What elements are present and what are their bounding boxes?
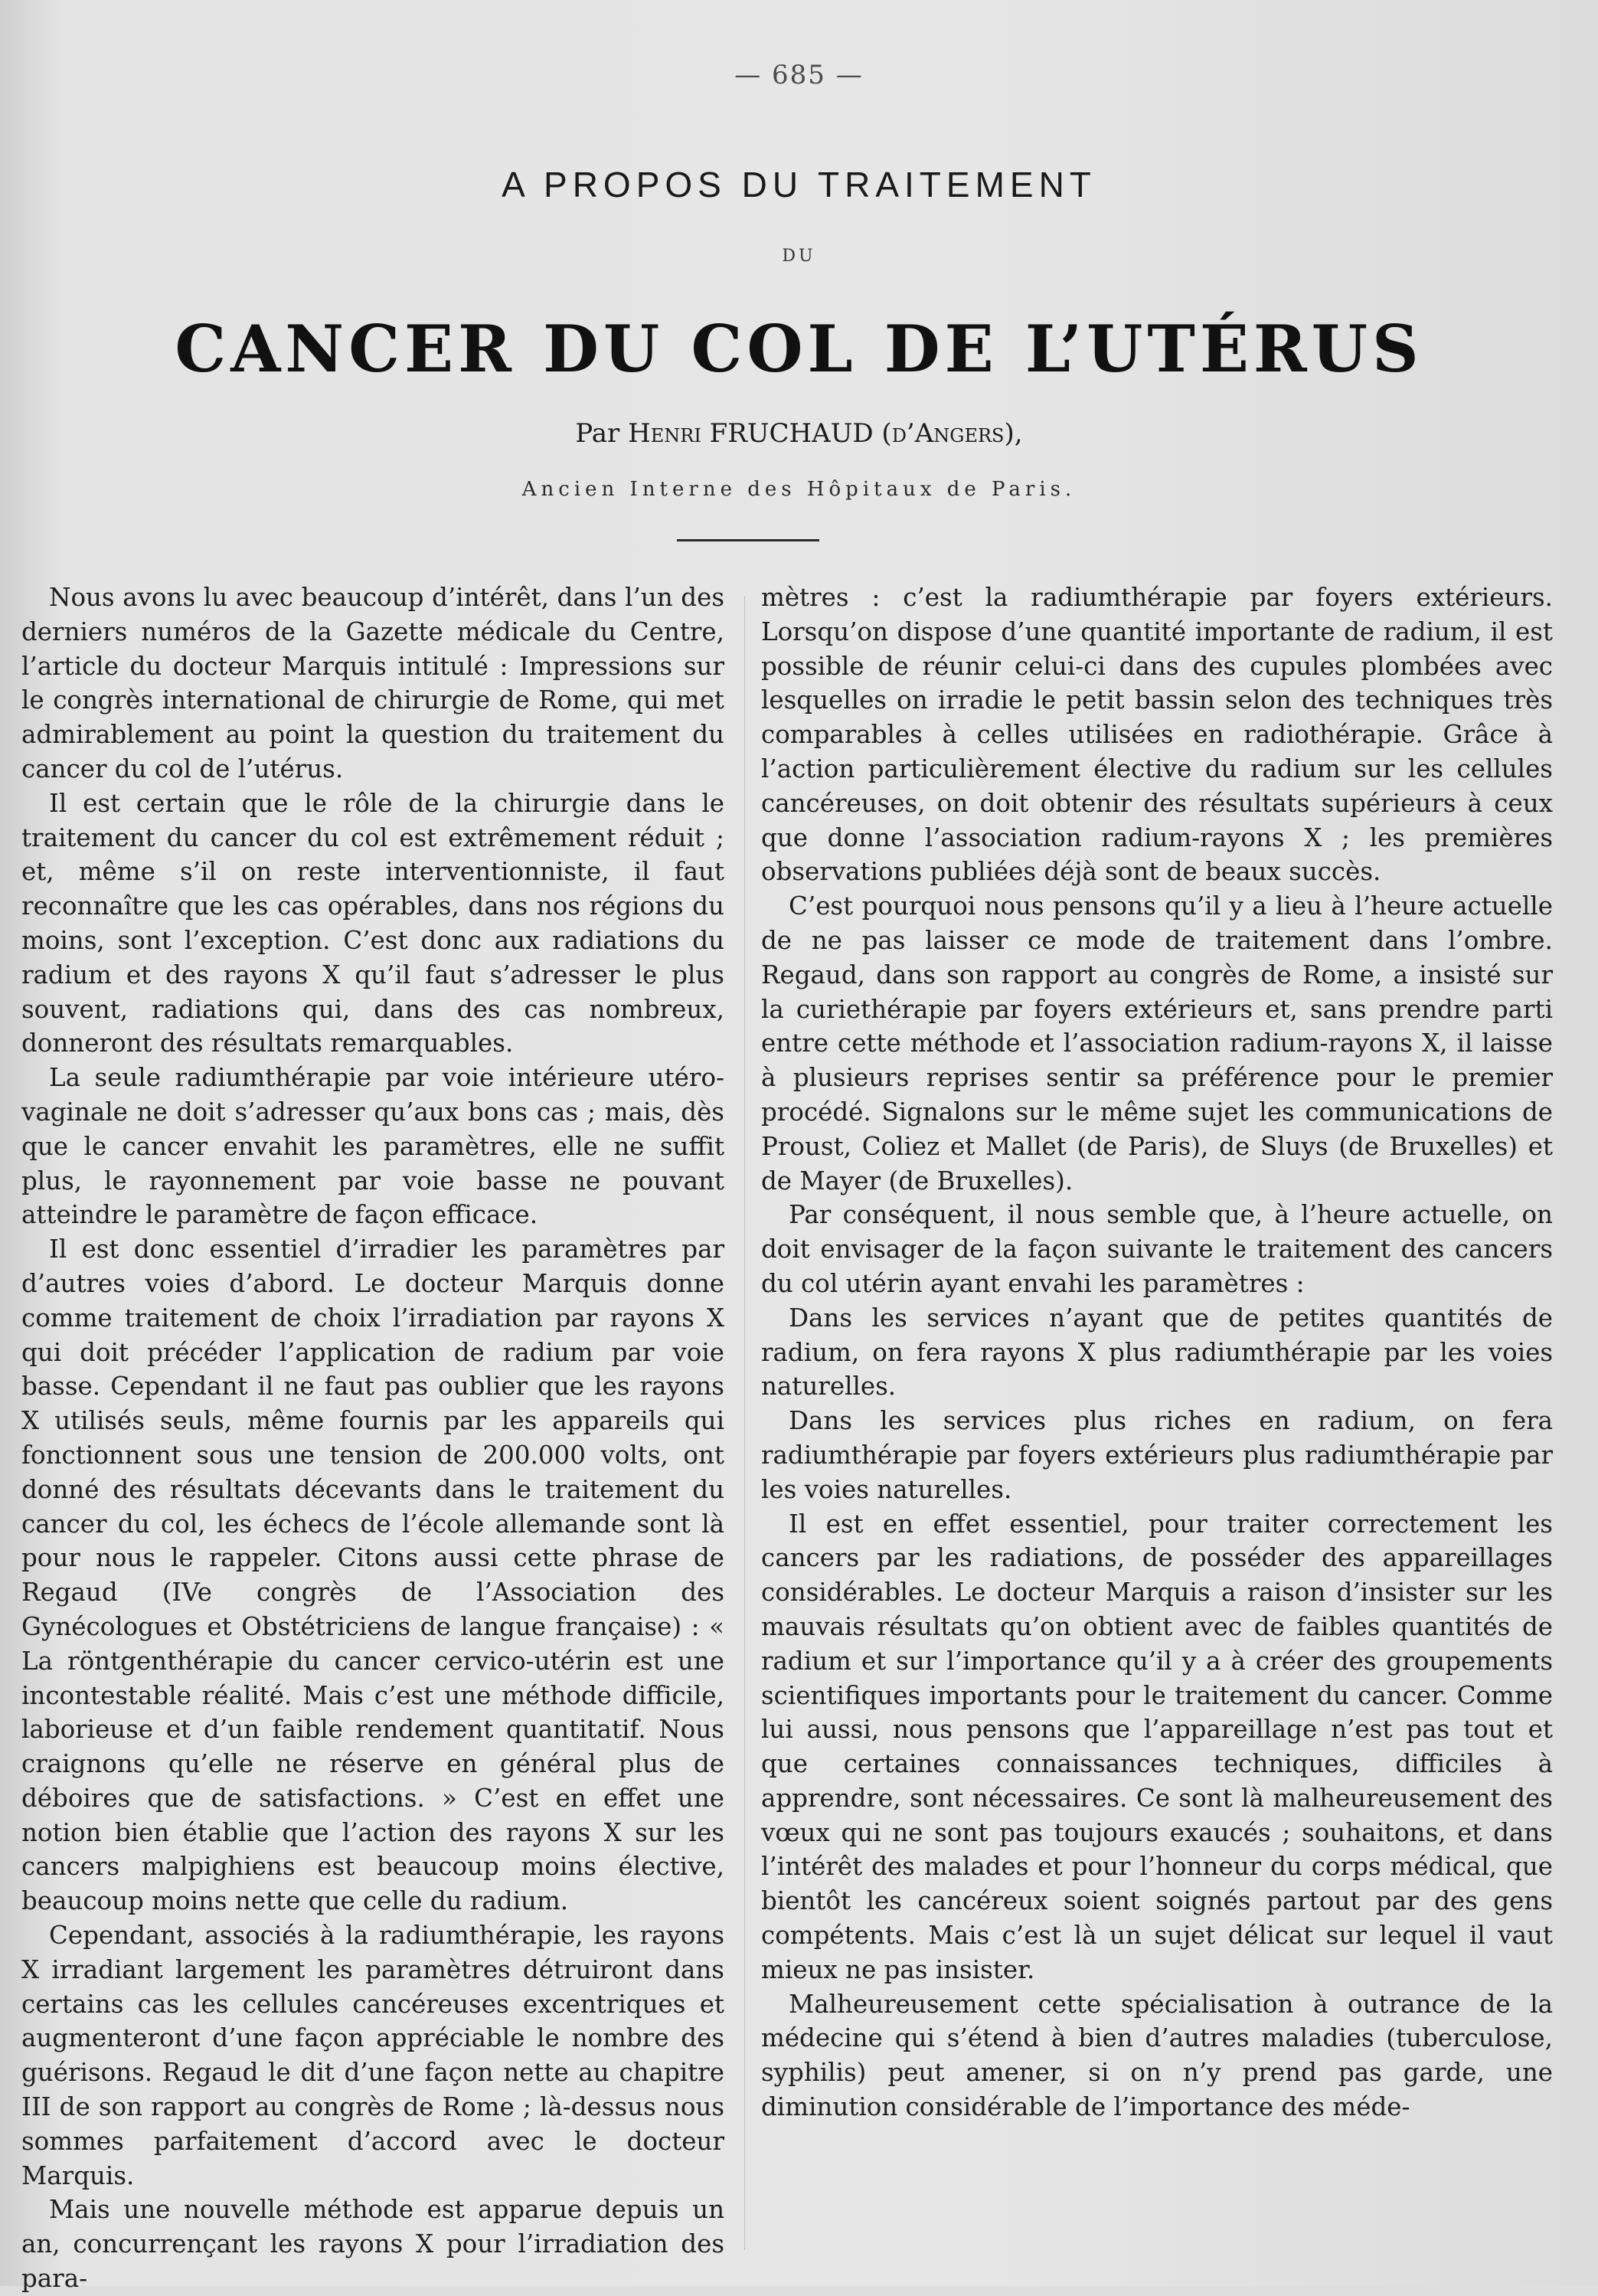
left-column bbox=[21, 581, 724, 2296]
author-name: Henri FRUCHAUD (d’Angers), bbox=[628, 418, 1023, 449]
paragraph: Il est donc essentiel d’irradier les paramètres par d’autres voies d’abord. Le docteur Marquis donne comme traitement de choix l’irradiation par rayons X qui doit précéder l’application de radium par voie basse. Cependant il ne faut pas oublier que les rayons X utilisés seuls, même fournis par les appareils qui fonctionnent sous une tension de 200.000 volts, ont donné des résultats décevants dans le traitement du cancer du col, les échecs de l’école allemande sont là pour nous le rappeler. Citons aussi cette phrase de Regaud (IVe congrès de l’Association des Gynécologues et Obstétriciens de langue française) : « La röntgenthérapie du cancer cervico-utérin est une incontestable réalité. Mais c’est une méthode difficile, laborieuse et d’un faible rendement quantitatif. Nous craignons qu’elle ne réserve en général plus de déboires que de satisfactions. » C’est en effet une notion bien établie que l’action des rayons X sur les cancers malpighiens est beaucoup moins élective, beaucoup moins nette que celle du radium. bbox=[21, 1235, 724, 1916]
article-title-connector: DU bbox=[782, 247, 816, 266]
column-divider bbox=[744, 596, 745, 2250]
paragraph: Cependant, associés à la radiumthérapie, les rayons X irradiant largement les paramètres détruiront dans certains cas les cellules cancéreuses excentriques et augmenteront d’une façon appréciable le nombre des guérisons. Regaud le dit d’une façon nette au chapitre III de son rapport au congrès de Rome ; là-dessus nous sommes parfaitement d’accord avec le docteur Marquis. bbox=[21, 1921, 724, 2190]
paragraph: Dans les services plus riches en radium, on fera radiumthérapie par foyers extérieurs plus radiumthérapie par les voies naturelles. bbox=[761, 1406, 1553, 1504]
paragraph: La seule radiumthérapie par voie intérieure utéro-vaginale ne doit s’adresser qu’aux bons cas ; mais, dès que le cancer envahit les paramètres, elle ne suffit plus, le rayonnement par voie basse ne pouvant atteindre le paramètre de façon efficace. bbox=[21, 1063, 724, 1230]
paragraph: mètres : c’est la radiumthérapie par foyers extérieurs. Lorsqu’on dispose d’une quantité importante de radium, il est possible de réunir celui-ci dans des cupules plombées avec lesquelles on irradie le petit bassin selon des techniques très comparables à celles utilisées en radiothérapie. Grâce à l’action particulièrement élective du radium sur les cellules cancéreuses, on doit obtenir des résultats supérieurs à ceux que donne l’association radium-rayons X ; les premières observations publiées déjà sont de beaux succès. bbox=[761, 583, 1553, 887]
paragraph: Il est en effet essentiel, pour traiter correctement les cancers par les radiations, de posséder des appareillages considérables. Le docteur Marquis a raison d’insister sur les mauvais résultats qu’on obtient avec de faibles quantités de radium et sur l’importance qu’il y a à créer des groupements scientifiques importants pour le traitement du cancer. Comme lui aussi, nous pensons que l’appareillage n’est pas tout et que certaines connaissances techniques, difficiles à apprendre, sont nécessaires. Ce sont là malheureusement des vœux qui ne sont pas toujours exaucés ; souhaitons, et dans l’intérêt des malades et pour l’honneur du corps médical, que bientôt les cancéreux soient soignés partout par des gens compétents. Mais c’est là un sujet délicat sur lequel il vaut mieux ne pas insister. bbox=[761, 1509, 1553, 1984]
paragraph: Par conséquent, il nous semble que, à l’heure actuelle, on doit envisager de la façon suivante le traitement des cancers du col utérin ayant envahi les paramètres : bbox=[761, 1200, 1553, 1298]
paragraph: Malheureusement cette spécialisation à outrance de la médecine qui s’étend à bien d’autres maladies (tuberculose, syphilis) peut amener, si on n’y prend pas garde, une diminution considérable de l’importance des méde- bbox=[761, 1989, 1553, 2122]
article-title: CANCER DU COL DE L’UTÉRUS bbox=[175, 311, 1423, 387]
paragraph: Il est certain que le rôle de la chirurgie dans le traitement du cancer du col est extrêmement réduit ; et, même s’il on reste interventionniste, il faut reconnaître que les cas opérables, dans nos régions du moins, sont l’exception. C’est donc aux radiations du radium et des rayons X qu’il faut s’adresser le plus souvent, radiations qui, dans des cas nombreux, donneront des résultats remarquables. bbox=[21, 788, 724, 1058]
paragraph: Dans les services n’ayant que de petites quantités de radium, on fera rayons X plus radiumthérapie par les voies naturelles. bbox=[761, 1303, 1553, 1401]
author-affiliation: Ancien Interne des Hôpitaux de Paris. bbox=[521, 478, 1077, 501]
right-column bbox=[761, 581, 1553, 2124]
title-separator-rule bbox=[677, 539, 819, 541]
paragraph: Nous avons lu avec beaucoup d’intérêt, dans l’un des derniers numéros de la Gazette médicale du Centre, l’article du docteur Marquis intitulé : Impressions sur le congrès international de chirurgie de Rome, qui met admirablement au point la question du traitement du cancer du col de l’utérus. bbox=[21, 583, 724, 783]
paragraph: C’est pourquoi nous pensons qu’il y a lieu à l’heure actuelle de ne pas laisser ce mode de traitement dans l’ombre. Regaud, dans son rapport au congrès de Rome, a insisté sur la curiethérapie par foyers extérieurs et, sans prendre parti entre cette méthode et l’association radium-rayons X, il laisse à plusieurs reprises sentir sa préférence pour le premier procédé. Signalons sur le même sujet les communications de Proust, Coliez et Mallet (de Paris), de Sluys (de Bruxelles) et de Mayer (de Bruxelles). bbox=[761, 891, 1553, 1195]
article-title-line1: A PROPOS DU TRAITEMENT bbox=[502, 165, 1096, 204]
page-number: — 685 — bbox=[734, 60, 864, 90]
byline-prefix: Par bbox=[575, 418, 620, 449]
byline bbox=[0, 418, 1598, 449]
paragraph: Mais une nouvelle méthode est apparue depuis un an, concurrençant les rayons X pour l’irradiation des para- bbox=[21, 2195, 724, 2294]
